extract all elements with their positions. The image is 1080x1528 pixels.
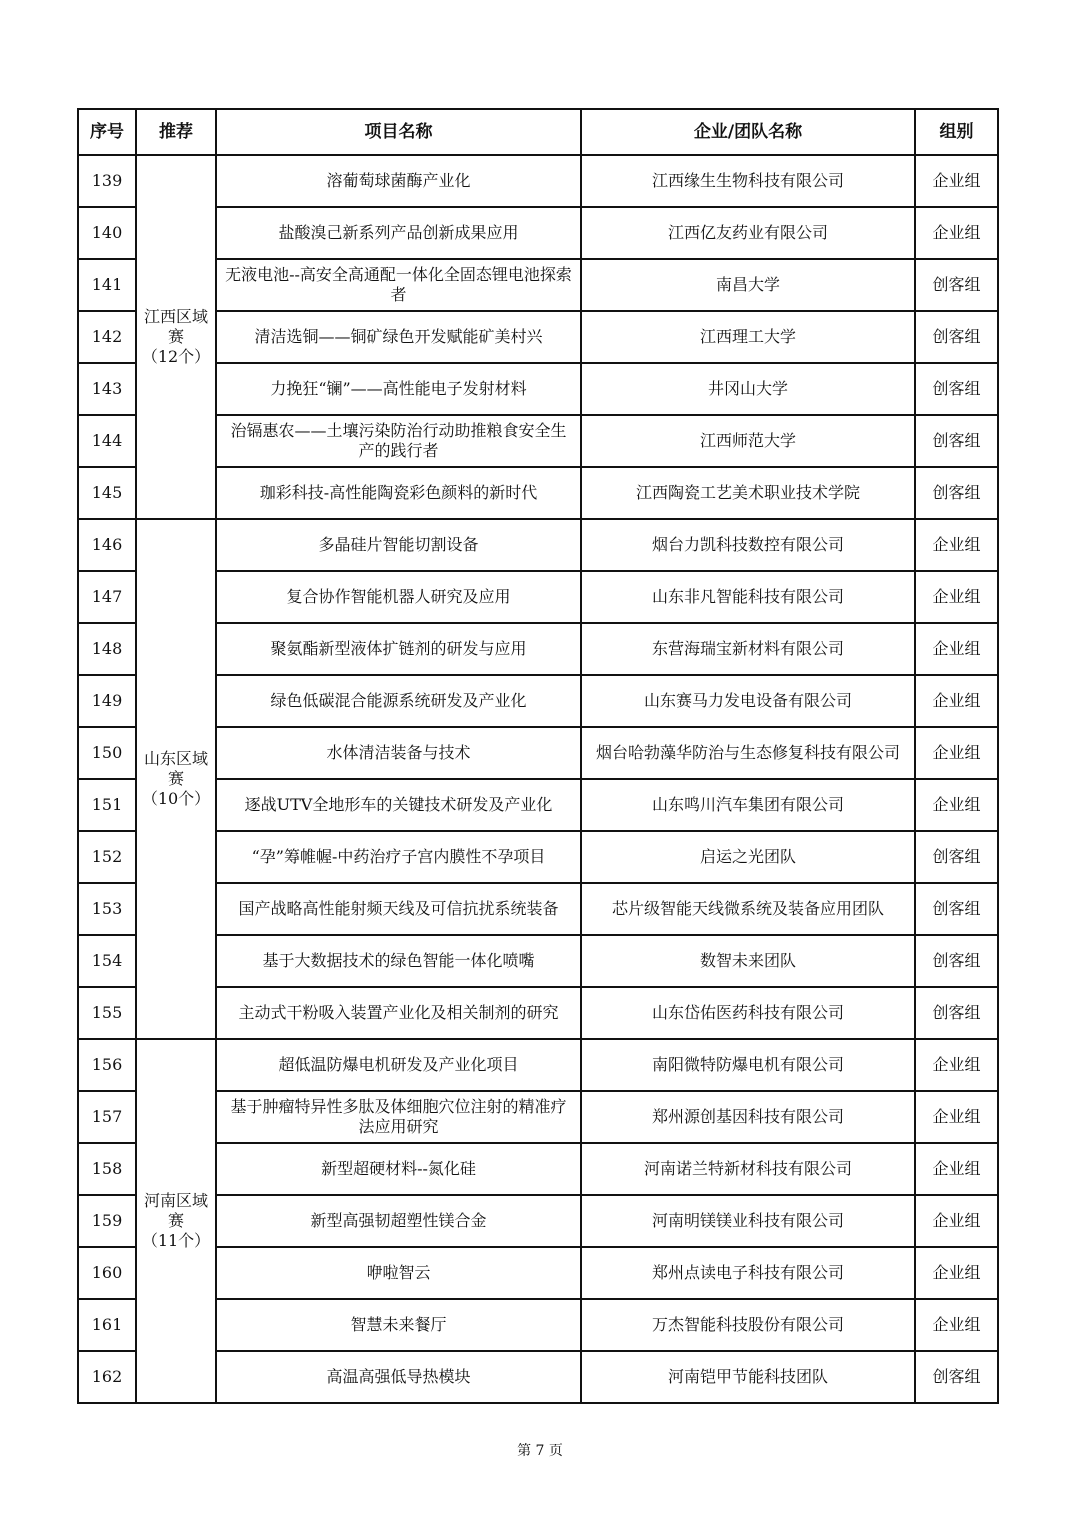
row-number: 141 [78,259,136,311]
table-row [78,207,998,259]
group-name: 企业组 [915,207,998,259]
group-name: 企业组 [915,1299,998,1351]
company-name: 万杰智能科技股份有限公司 [581,1299,915,1351]
row-number: 162 [78,1351,136,1403]
group-name: 企业组 [915,1091,998,1143]
table-body [78,155,998,1403]
row-number: 160 [78,1247,136,1299]
project-name: 主动式干粉吸入装置产业化及相关制剂的研究 [216,987,581,1039]
company-name: 南阳微特防爆电机有限公司 [581,1039,915,1091]
region-count: （11个） [141,1231,211,1250]
project-name: 新型超硬材料--氮化硅 [216,1143,581,1195]
table-row [78,415,998,467]
group-name: 企业组 [915,155,998,207]
group-name: 创客组 [915,363,998,415]
table-row [78,727,998,779]
header-recommend: 推荐 [136,109,216,155]
project-table [77,108,999,1404]
table-row [78,519,998,571]
table-row [78,155,998,207]
row-number: 142 [78,311,136,363]
table-row [78,1351,998,1403]
project-name: 国产战略高性能射频天线及可信抗扰系统装备 [216,883,581,935]
row-number: 143 [78,363,136,415]
group-name: 企业组 [915,675,998,727]
table-row [78,311,998,363]
row-number: 152 [78,831,136,883]
project-name: “孕”筹帷幄-中药治疗子宫内膜性不孕项目 [216,831,581,883]
table-row [78,1143,998,1195]
project-name: 多晶硅片智能切割设备 [216,519,581,571]
row-number: 158 [78,1143,136,1195]
project-name: 新型高强韧超塑性镁合金 [216,1195,581,1247]
region-name: 河南区域赛 [143,1191,208,1230]
table-row [78,1039,998,1091]
table-row [78,1195,998,1247]
project-name: 基于大数据技术的绿色智能一体化喷嘴 [216,935,581,987]
row-number: 157 [78,1091,136,1143]
table-row [78,1091,998,1143]
project-name: 治镉惠农——土壤污染防治行动助推粮食安全生产的践行者 [216,415,581,467]
company-name: 江西陶瓷工艺美术职业技术学院 [581,467,915,519]
project-name: 聚氨酯新型液体扩链剂的研发与应用 [216,623,581,675]
row-number: 153 [78,883,136,935]
group-name: 创客组 [915,259,998,311]
project-name: 咿啦智云 [216,1247,581,1299]
region-count: （12个） [141,347,211,366]
company-name: 南昌大学 [581,259,915,311]
region-cell [136,1039,216,1403]
region-cell [136,519,216,1039]
project-name: 逐战UTV全地形车的关键技术研发及产业化 [216,779,581,831]
company-name: 启运之光团队 [581,831,915,883]
company-name: 山东鸣川汽车集团有限公司 [581,779,915,831]
group-name: 创客组 [915,1351,998,1403]
row-number: 140 [78,207,136,259]
project-name: 智慧未来餐厅 [216,1299,581,1351]
company-name: 河南铠甲节能科技团队 [581,1351,915,1403]
project-name: 复合协作智能机器人研究及应用 [216,571,581,623]
company-name: 山东岱佑医药科技有限公司 [581,987,915,1039]
row-number: 161 [78,1299,136,1351]
company-name: 烟台哈勃藻华防治与生态修复科技有限公司 [581,727,915,779]
page-number: 第 7 页 [517,1443,563,1459]
company-name: 江西亿友药业有限公司 [581,207,915,259]
project-name: 水体清洁装备与技术 [216,727,581,779]
company-name: 东营海瑞宝新材料有限公司 [581,623,915,675]
group-name: 企业组 [915,1195,998,1247]
row-number: 156 [78,1039,136,1091]
project-name: 珈彩科技-高性能陶瓷彩色颜料的新时代 [216,467,581,519]
row-number: 159 [78,1195,136,1247]
header-row [78,109,998,155]
group-name: 企业组 [915,519,998,571]
project-name: 超低温防爆电机研发及产业化项目 [216,1039,581,1091]
group-name: 企业组 [915,727,998,779]
project-name: 高温高强低导热模块 [216,1351,581,1403]
row-number: 147 [78,571,136,623]
group-name: 企业组 [915,779,998,831]
company-name: 数智未来团队 [581,935,915,987]
table-row [78,1247,998,1299]
company-name: 江西理工大学 [581,311,915,363]
row-number: 149 [78,675,136,727]
region-cell [136,155,216,519]
group-name: 创客组 [915,831,998,883]
group-name: 创客组 [915,311,998,363]
company-name: 郑州源创基因科技有限公司 [581,1091,915,1143]
company-name: 烟台力凯科技数控有限公司 [581,519,915,571]
row-number: 148 [78,623,136,675]
project-name: 无液电池--高安全高通配一体化全固态锂电池探索者 [216,259,581,311]
table-row [78,259,998,311]
group-name: 企业组 [915,1247,998,1299]
header-group: 组别 [915,109,998,155]
row-number: 154 [78,935,136,987]
company-name: 井冈山大学 [581,363,915,415]
table-row [78,987,998,1039]
table-row [78,779,998,831]
company-name: 郑州点读电子科技有限公司 [581,1247,915,1299]
project-name: 力挽狂“镧”——高性能电子发射材料 [216,363,581,415]
row-number: 139 [78,155,136,207]
company-name: 河南诺兰特新材科技有限公司 [581,1143,915,1195]
company-name: 芯片级智能天线微系统及装备应用团队 [581,883,915,935]
project-name: 基于肿瘤特异性多肽及体细胞穴位注射的精准疗法应用研究 [216,1091,581,1143]
row-number: 151 [78,779,136,831]
project-name: 清洁选铜——铜矿绿色开发赋能矿美村兴 [216,311,581,363]
group-name: 创客组 [915,415,998,467]
table-row [78,571,998,623]
group-name: 企业组 [915,571,998,623]
header-no: 序号 [78,109,136,155]
table-row [78,623,998,675]
company-name: 江西缘生生物科技有限公司 [581,155,915,207]
project-name: 溶葡萄球菌酶产业化 [216,155,581,207]
row-number: 144 [78,415,136,467]
table-row [78,363,998,415]
row-number: 145 [78,467,136,519]
table-row [78,831,998,883]
group-name: 创客组 [915,987,998,1039]
region-name: 山东区域赛 [143,749,208,788]
company-name: 江西师范大学 [581,415,915,467]
group-name: 创客组 [915,883,998,935]
table-row [78,467,998,519]
group-name: 企业组 [915,1039,998,1091]
company-name: 河南明镁镁业科技有限公司 [581,1195,915,1247]
table-row [78,1299,998,1351]
group-name: 创客组 [915,467,998,519]
company-name: 山东赛马力发电设备有限公司 [581,675,915,727]
table-row [78,935,998,987]
row-number: 150 [78,727,136,779]
table-row [78,883,998,935]
group-name: 企业组 [915,1143,998,1195]
company-name: 山东非凡智能科技有限公司 [581,571,915,623]
header-project: 项目名称 [216,109,581,155]
row-number: 155 [78,987,136,1039]
table-row [78,675,998,727]
project-name: 盐酸溴己新系列产品创新成果应用 [216,207,581,259]
group-name: 创客组 [915,935,998,987]
region-name: 江西区域赛 [143,307,208,346]
row-number: 146 [78,519,136,571]
region-count: （10个） [141,789,211,808]
header-company: 企业/团队名称 [581,109,915,155]
project-name: 绿色低碳混合能源系统研发及产业化 [216,675,581,727]
group-name: 企业组 [915,623,998,675]
